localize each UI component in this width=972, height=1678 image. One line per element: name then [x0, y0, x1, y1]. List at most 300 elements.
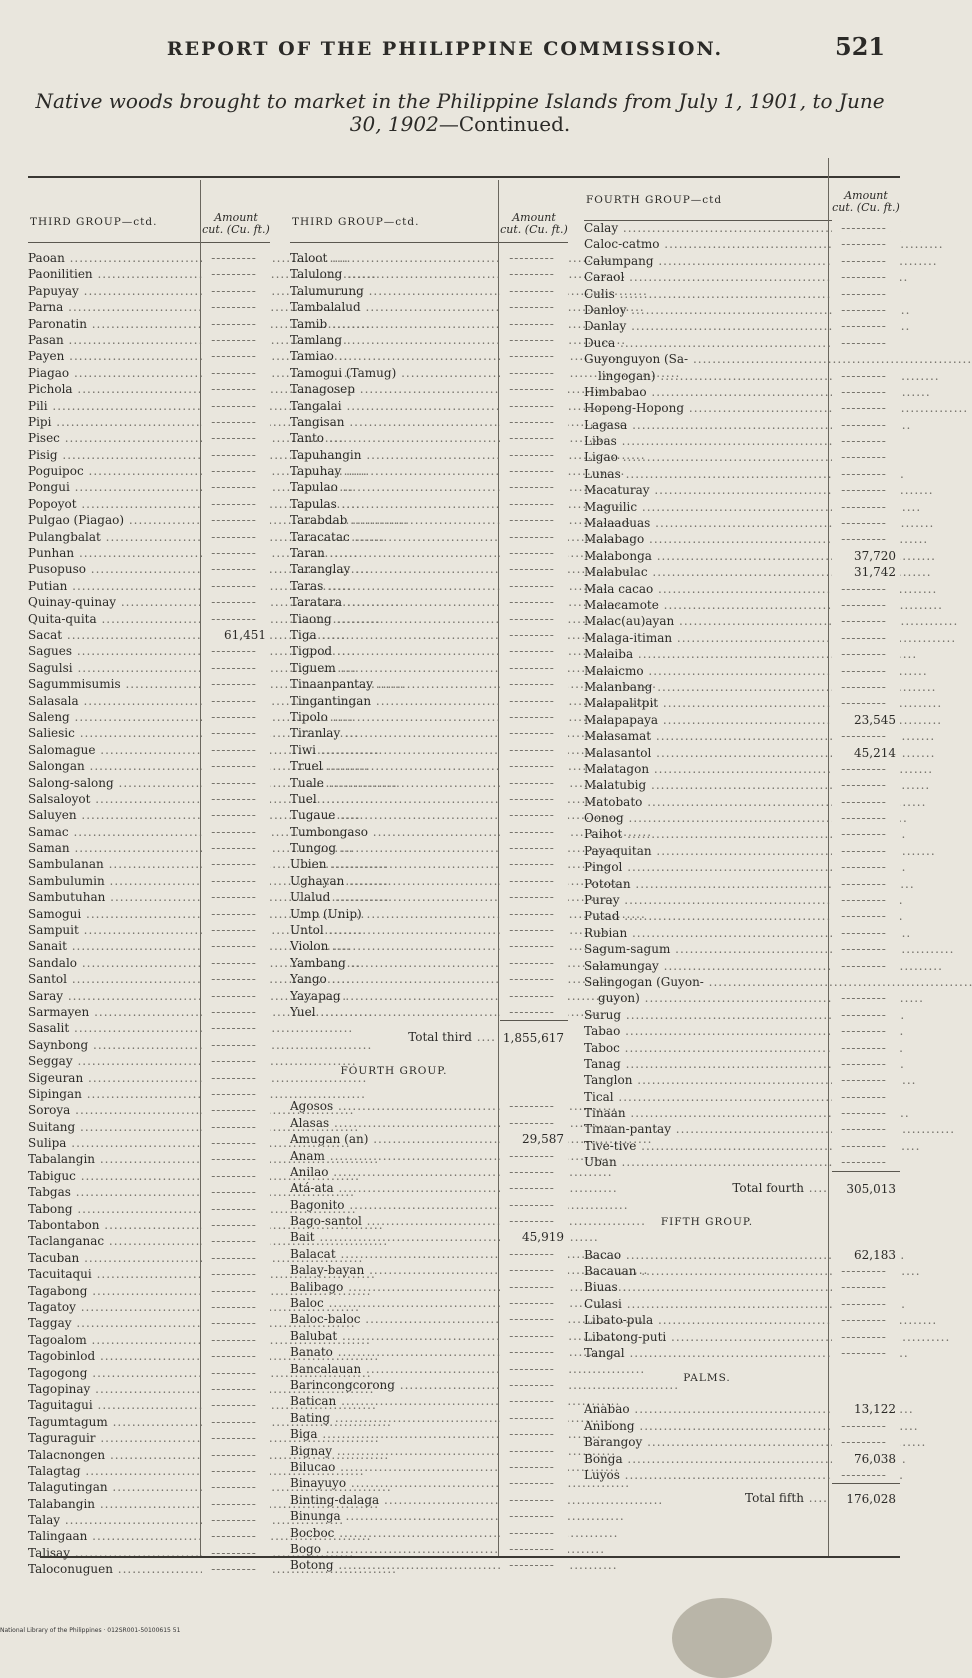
wood-name: Yango .....: [290, 971, 611, 987]
amount-cut: ---------: [832, 843, 900, 859]
wood-name: Pulangbalat .....: [28, 529, 385, 545]
table-row: [290, 742, 568, 758]
table-row: [290, 430, 568, 446]
wood-name: Sagues .....: [28, 643, 356, 659]
amount-cut: ---------: [202, 1283, 270, 1299]
wood-name: Ulalud .....: [290, 889, 614, 905]
table-row: [28, 725, 270, 741]
wood-name: Atá-ata .....: [290, 1180, 618, 1196]
wood-name: Taratara .....: [290, 594, 626, 610]
total-fourth-label: Total fourth ....: [732, 1171, 828, 1205]
amount-cut: ---------: [500, 496, 568, 512]
amount-cut: ---------: [500, 283, 568, 299]
total-fifth-label: Total fifth ....: [745, 1483, 828, 1513]
table-row: [28, 1545, 270, 1561]
wood-name: Bagonito .....: [290, 1197, 629, 1213]
wood-name: Balacat .....: [290, 1246, 620, 1262]
table-row: [28, 971, 270, 987]
wood-name: Tingantingan .....: [290, 693, 655, 709]
amount-cut: ---------: [500, 906, 568, 922]
wood-name: Danlay .....: [584, 318, 910, 334]
amount-cut: ---------: [500, 1180, 568, 1196]
table-row: [28, 1233, 270, 1249]
fourth-group-heading: FOURTH GROUP.: [340, 1065, 448, 1078]
amount-cut: ---------: [832, 1467, 900, 1483]
amount-cut: ---------: [500, 250, 568, 266]
amount-cut: ---------: [202, 1037, 270, 1053]
table-row: [28, 365, 270, 381]
amount-cut: ---------: [202, 266, 270, 282]
wood-name: Sambutuhan .....: [28, 889, 389, 905]
wood-name: Malasamat .....: [584, 728, 935, 744]
table-row: [290, 676, 568, 692]
wood-name: Tiranlay .....: [290, 725, 624, 741]
table-row: [584, 1023, 900, 1039]
table-row: [584, 384, 900, 400]
amount-cut: ---------: [832, 1329, 900, 1345]
table-row: [28, 1561, 270, 1577]
amount-cut: ---------: [832, 1312, 900, 1328]
amount-cut: ---------: [832, 1296, 900, 1312]
table-row: [28, 1283, 270, 1299]
amount-cut: 29,587: [500, 1131, 568, 1147]
amount-cut: ---------: [500, 643, 568, 659]
wood-name: Taracatac .....: [290, 529, 634, 545]
amount-cut: ---------: [202, 365, 270, 381]
column-2-header: [290, 180, 568, 243]
amount-cut: ---------: [500, 430, 568, 446]
wood-name: Salomague .....: [28, 742, 380, 758]
amount-cut: ---------: [500, 1164, 568, 1180]
table-row: [28, 1299, 270, 1315]
amount-cut: ---------: [832, 449, 900, 465]
amount-cut: ---------: [202, 316, 270, 332]
amount-cut: ---------: [500, 479, 568, 495]
amount-cut: ---------: [202, 529, 270, 545]
amount-cut: ---------: [500, 1377, 568, 1393]
amount-cut: ---------: [500, 1328, 568, 1344]
table-row: [584, 712, 900, 728]
wood-name: Tamib .....: [290, 316, 611, 332]
wood-name: Sandalo .....: [28, 955, 361, 971]
table-row: [28, 1102, 270, 1118]
table-row: [584, 1312, 900, 1328]
table-row: [28, 1496, 270, 1512]
amount-cut: ---------: [832, 630, 900, 646]
wood-name: Binunga .....: [290, 1508, 625, 1524]
amount-cut: ---------: [832, 1040, 900, 1056]
wood-name: Lunas .....: [584, 466, 905, 482]
table-row: [584, 286, 900, 302]
amount-cut: ---------: [202, 512, 270, 528]
amount-cut: ---------: [832, 876, 900, 892]
table-row: [290, 1344, 568, 1360]
amount-cut: ---------: [202, 1463, 270, 1479]
table-row: [290, 922, 568, 938]
amount-cut: ---------: [202, 1135, 270, 1151]
wood-name: Guyonguyon (Sa- .....: [584, 351, 972, 367]
amount-cut: ---------: [832, 302, 900, 318]
amount-cut: ---------: [202, 1512, 270, 1528]
table-row: [584, 1451, 900, 1467]
wood-name: Pongui .....: [28, 479, 354, 495]
table-row: [584, 1263, 900, 1279]
table-row: [28, 1070, 270, 1086]
wood-name: Balibago .....: [290, 1279, 627, 1295]
table-row: [584, 351, 900, 367]
amount-cut: ---------: [202, 988, 270, 1004]
amount-cut: ---------: [832, 466, 900, 482]
amount-cut: ---------: [500, 1344, 568, 1360]
amount-cut: ---------: [500, 365, 568, 381]
table-row: [290, 611, 568, 627]
amount-cut: ---------: [832, 925, 900, 941]
amount-cut: ---------: [832, 220, 900, 236]
table-row: [28, 1479, 270, 1495]
amount-cut: ---------: [202, 545, 270, 561]
table-row: [584, 1296, 900, 1312]
amount-cut: ---------: [832, 1154, 900, 1170]
wood-name: Taguitagui .....: [28, 1397, 377, 1413]
amount-cut: ---------: [500, 922, 568, 938]
table-row: [290, 709, 568, 725]
amount-cut: ---------: [202, 414, 270, 430]
table-row: [290, 988, 568, 1004]
table-row: [584, 1345, 900, 1361]
table-row: [584, 974, 900, 990]
wood-name: Puray .....: [584, 892, 904, 908]
column-3: [584, 158, 900, 1558]
wood-name: Baloc-baloc .....: [290, 1311, 645, 1327]
table-row: [584, 1040, 900, 1056]
table-row: [28, 775, 270, 791]
wood-name: Anam .....: [290, 1148, 609, 1164]
amount-cut: ---------: [832, 417, 900, 433]
wood-name: Salong-salong .....: [28, 775, 398, 791]
table-row: [28, 906, 270, 922]
wood-name: Anilao .....: [290, 1164, 613, 1180]
table-row: [584, 695, 900, 711]
wood-name: guyon) .....: [584, 990, 924, 1006]
amount-cut: ---------: [832, 384, 900, 400]
amount-cut: ---------: [500, 1361, 568, 1377]
amount-cut: ---------: [500, 856, 568, 872]
amount-cut: ---------: [832, 663, 900, 679]
amount-cut: ---------: [202, 824, 270, 840]
wood-name: Talabangin .....: [28, 1496, 379, 1512]
wood-name: Poguipoc .....: [28, 463, 368, 479]
amount-cut: ---------: [832, 1089, 900, 1105]
wood-name: Anabao .....: [584, 1401, 914, 1417]
table-row: [290, 971, 568, 987]
column-3-header: [584, 158, 900, 221]
table-row: [28, 414, 270, 430]
amount-cut: ---------: [832, 1279, 900, 1295]
amount-cut: ---------: [500, 1393, 568, 1409]
table-row: [290, 1328, 568, 1344]
table-row: [584, 925, 900, 941]
amount-cut: ---------: [202, 1020, 270, 1036]
amount-cut: ---------: [202, 856, 270, 872]
amount-cut: ---------: [202, 1561, 270, 1577]
wood-name: Surug .....: [584, 1007, 905, 1023]
table-row: [290, 693, 568, 709]
table-row: [28, 479, 270, 495]
total-third-row: [290, 1020, 568, 1054]
wood-name: Duca .....: [584, 335, 899, 351]
amount-cut: ---------: [500, 561, 568, 577]
wood-name: Tagogong .....: [28, 1365, 372, 1381]
wood-name: Ughayan .....: [290, 873, 628, 889]
wood-name: Soroya .....: [28, 1102, 354, 1118]
wood-name: Seggay .....: [28, 1053, 357, 1069]
wood-name: Libas .....: [584, 433, 901, 449]
wood-name: Taboc .....: [584, 1040, 904, 1056]
column-2: [290, 158, 568, 1573]
table-row: [584, 761, 900, 777]
table-row: [28, 1463, 270, 1479]
amount-cut: ---------: [202, 1233, 270, 1249]
wood-name: Tapuhangin .....: [290, 447, 646, 463]
wood-name: Putian .....: [28, 578, 351, 594]
table-row: [28, 1250, 270, 1266]
table-row: [28, 1037, 270, 1053]
amount-cut: ---------: [202, 742, 270, 758]
amount-cut: ---------: [500, 463, 568, 479]
wood-name: Malatagon .....: [584, 761, 933, 777]
amount-cut: ---------: [500, 578, 568, 594]
table-row: [290, 955, 568, 971]
amount-cut: ---------: [500, 1459, 568, 1475]
amount-cut: ---------: [202, 1365, 270, 1381]
wood-name: Culis .....: [584, 286, 899, 302]
table-row: [290, 365, 568, 381]
column-1-amount-heading: Amount cut. (Cu. ft.): [202, 211, 270, 236]
amount-cut: ---------: [500, 873, 568, 889]
amount-cut: ---------: [202, 430, 270, 446]
amount-cut: ---------: [202, 1332, 270, 1348]
table-row: [290, 889, 568, 905]
amount-cut: ---------: [202, 1217, 270, 1233]
table-row: [290, 1410, 568, 1426]
amount-cut: ---------: [500, 594, 568, 610]
wood-name: Papuyay .....: [28, 283, 363, 299]
amount-cut: ---------: [500, 693, 568, 709]
amount-cut: ---------: [202, 791, 270, 807]
amount-cut: 45,919: [500, 1229, 568, 1245]
wood-name: Himbabao .....: [584, 384, 931, 400]
table-row: [290, 496, 568, 512]
wood-name: Pusopuso .....: [28, 561, 370, 577]
wood-name: Quita-quita .....: [28, 611, 381, 627]
amount-cut: ---------: [500, 512, 568, 528]
table-row: [584, 876, 900, 892]
amount-cut: ---------: [202, 1053, 270, 1069]
amount-cut: ---------: [832, 990, 900, 1006]
table-row: [584, 548, 900, 564]
amount-cut: ---------: [500, 971, 568, 987]
wood-name: Tabontabon .....: [28, 1217, 384, 1233]
amount-cut: ---------: [832, 515, 900, 531]
table-row: [584, 302, 900, 318]
table-row: [584, 531, 900, 547]
amount-cut: ---------: [832, 859, 900, 875]
column-3-heading: FOURTH GROUP—ctd: [586, 194, 723, 206]
wood-name: Tanag .....: [584, 1056, 905, 1072]
wood-name: Sambulumin .....: [28, 873, 389, 889]
amount-cut: ---------: [832, 777, 900, 793]
table-row: [584, 613, 900, 629]
amount-cut: ---------: [202, 676, 270, 692]
amount-cut: ---------: [500, 1004, 568, 1020]
amount-cut: ---------: [500, 414, 568, 430]
table-row: [290, 348, 568, 364]
table-row: [584, 908, 900, 924]
wood-name: Pili .....: [28, 398, 332, 414]
amount-cut: ---------: [832, 1121, 900, 1137]
wood-name: Luyos .....: [584, 1467, 904, 1483]
wood-name: Paronatin .....: [28, 316, 371, 332]
table-row: [290, 1459, 568, 1475]
amount-cut: ---------: [202, 1315, 270, 1331]
table-row: [290, 791, 568, 807]
total-fourth-row: [584, 1171, 900, 1205]
wood-name: Tumbongaso .....: [290, 824, 652, 840]
wood-name: Talagtag .....: [28, 1463, 365, 1479]
amount-cut: ---------: [202, 283, 270, 299]
table-row: [28, 1119, 270, 1135]
amount-cut: ---------: [832, 1007, 900, 1023]
wood-name: Salongan .....: [28, 758, 369, 774]
table-row: [290, 1492, 568, 1508]
wood-name: Sigeuran .....: [28, 1070, 367, 1086]
amount-cut: ---------: [202, 807, 270, 823]
wood-name: Tagoalom .....: [28, 1332, 371, 1348]
amount-cut: ---------: [202, 840, 270, 856]
wood-name: Sacat .....: [28, 627, 346, 643]
table-row: [584, 1247, 900, 1263]
wood-name: Barincongcorong .....: [290, 1377, 679, 1393]
table-row: [290, 561, 568, 577]
wood-name: Payaquitan .....: [584, 843, 936, 859]
wood-name: Tangalai .....: [290, 398, 626, 414]
table-row: [290, 1525, 568, 1541]
table-row: [28, 1447, 270, 1463]
wood-name: Malaaduas .....: [584, 515, 934, 531]
wood-name: Barangoy .....: [584, 1434, 926, 1450]
wood-name: Tangisan .....: [290, 414, 629, 430]
table-row: [584, 1329, 900, 1345]
wood-name: Saluyen .....: [28, 807, 361, 823]
amount-cut: ---------: [500, 742, 568, 758]
table-row: [584, 449, 900, 465]
amount-cut: ---------: [500, 807, 568, 823]
table-row: [28, 955, 270, 971]
table-row: [290, 1197, 568, 1213]
wood-name: Sipingan .....: [28, 1086, 366, 1102]
wood-name: Taloot .....: [290, 250, 611, 266]
table-row: [28, 1135, 270, 1151]
amount-cut: ---------: [500, 1213, 568, 1229]
wood-name: Malanbang .....: [584, 679, 936, 695]
table-row: [28, 1004, 270, 1020]
wood-name: Pulgao (Piagao) .....: [28, 512, 408, 528]
wood-name: Popoyot .....: [28, 496, 361, 512]
table-row: [290, 1098, 568, 1114]
amount-cut: ---------: [500, 824, 568, 840]
table-row: [584, 368, 900, 384]
amount-cut: ---------: [500, 1262, 568, 1278]
wood-name: Taggay .....: [28, 1315, 356, 1331]
table-row: [28, 348, 270, 364]
amount-cut: ---------: [202, 643, 270, 659]
table-bottom-rule: [40, 1556, 900, 1558]
total-fifth-value: 176,028: [832, 1483, 900, 1514]
amount-cut: ---------: [500, 348, 568, 364]
column-1-rows: [28, 250, 270, 1578]
wood-name: Piagao .....: [28, 365, 353, 381]
amount-cut: ---------: [500, 1508, 568, 1524]
amount-cut: ---------: [832, 941, 900, 957]
wood-name: Culasi .....: [584, 1296, 906, 1312]
table-row: [290, 1213, 568, 1229]
amount-cut: 76,038: [832, 1451, 900, 1467]
wood-name: Tagabong .....: [28, 1283, 371, 1299]
amount-cut: ---------: [832, 1418, 900, 1434]
wood-name: Bancalauan .....: [290, 1361, 645, 1377]
amount-cut: ---------: [500, 1443, 568, 1459]
fourth-group-continued-list: [584, 220, 900, 1171]
table-row: [290, 1229, 568, 1245]
table-row: [290, 266, 568, 282]
amount-cut: ---------: [500, 758, 568, 774]
wood-name: Tamiao .....: [290, 348, 618, 364]
amount-cut: ---------: [500, 447, 568, 463]
table-row: [28, 545, 270, 561]
table-row: [290, 1246, 568, 1262]
table-row: [290, 1115, 568, 1131]
table-row: [584, 466, 900, 482]
amount-cut: ---------: [832, 597, 900, 613]
amount-cut: ---------: [202, 1266, 270, 1282]
table-row: [290, 1508, 568, 1524]
wood-name: Bignay .....: [290, 1443, 616, 1459]
wood-name: Tagobinlod .....: [28, 1348, 379, 1364]
table-row: [28, 1332, 270, 1348]
wood-name: Biga .....: [290, 1426, 602, 1442]
wood-name: Amugan (an) .....: [290, 1131, 652, 1147]
table-row: [28, 529, 270, 545]
wood-name: Saman .....: [28, 840, 354, 856]
column-3-amount-heading: Amount cut. (Cu. ft.): [832, 189, 900, 214]
table-row: [28, 1201, 270, 1217]
amount-cut: ---------: [202, 479, 270, 495]
table-row: [28, 1053, 270, 1069]
amount-cut: ---------: [832, 679, 900, 695]
amount-cut: ---------: [202, 496, 270, 512]
table-row: [290, 1311, 568, 1327]
amount-cut: ---------: [500, 332, 568, 348]
wood-name: Binting-dalaga .....: [290, 1492, 663, 1508]
table-row: [28, 1315, 270, 1331]
table-row: [584, 843, 900, 859]
table-row: [584, 1007, 900, 1023]
table-row: [290, 873, 568, 889]
table-row: [28, 594, 270, 610]
table-row: [290, 725, 568, 741]
wood-name: Bocboc .....: [290, 1525, 618, 1541]
table-row: [290, 1393, 568, 1409]
